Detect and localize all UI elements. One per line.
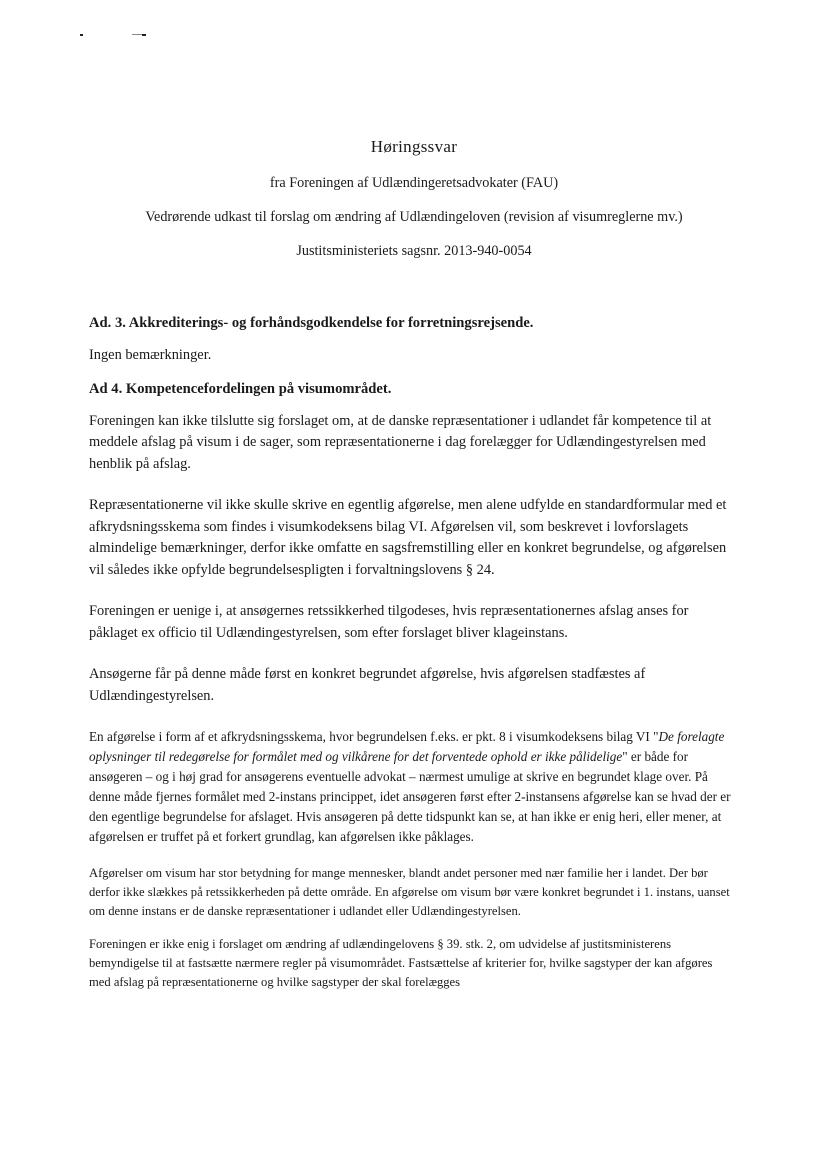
- paragraph: Foreningen er uenige i, at ansøgernes retssikkerhed tilgodeses, hvis repræsentationernes afslag anses for påklaget ex officio til Udlændingestyrelsen, som efter forslaget bliver klageinstans.: [89, 603, 689, 641]
- paragraph: Foreningen kan ikke tilslutte sig forslaget om, at de danske repræsentationer i udlandet får kompetence til at meddele afslag på visum i de sager, som repræsentationerne i dag forelægger for Udlændingestyrelsen med henblik på afslag.: [89, 412, 712, 472]
- paragraph-text: " er både for ansøgeren – og i høj grad for ansøgerens eventuelle advokat – nærmest umulige at skrive en begrundet klage over. På denne måde fjernes formålet med 2-instans princippet, idet ansøgeren først efter 2-instansens afgørelse kan se hvad der er den egentlige begrundelse for afslaget. Hvis ansøgeren på dette tidspunkt kan se, at han ikke er enig heri, eller mener, at afgørelsen er truffet på et forkert grundlag, kan afgørelsen ikke påklages.: [89, 749, 731, 844]
- document-sender: fra Foreningen af Udlændingeretsadvokater (FAU): [269, 175, 559, 191]
- document-title: Høringssvar: [370, 137, 458, 156]
- document-body: [89, 313, 734, 992]
- paragraph: Repræsentationerne vil ikke skulle skrive en egentlig afgørelse, men alene udfylde en standardformular med et afkrydsningsskema som findes i visumkodeksens bilag VI. Afgørelsen vil, som beskrevet i lovforslagets almindelige bemærkninger, derfor ikke omfatte en sagsfremstilling eller en konkret begrundelse, og afgørelsen vil således ikke opfylde begrundelsespligten i forvaltningslovens § 24.: [89, 497, 727, 578]
- paragraph: Ansøgerne får på denne måde først en konkret begrundet afgørelse, hvis afgørelsen stadfæstes af Udlændingestyrelsen.: [89, 666, 646, 704]
- scan-speck: [142, 34, 146, 36]
- section-heading-4: Ad 4. Kompetencefordelingen på visumområdet.: [89, 380, 392, 397]
- paragraph: Foreningen er ikke enig i forslaget om ændring af udlændingelovens § 39. stk. 2, om udvidelse af justitsministerens bemyndigelse til at fastsætte nærmere regler på visumområdet. Fastsættelse af kriterier for, hvilke sagstyper der kan afgøres med afslag på repræsentationerne og hvilke sagstyper der skal forelægges: [89, 937, 713, 989]
- quoted-criterion: De forelagte oplysninger til redegørelse for formålet med og vilkårene for det forventede ophold er ikke pålidelige: [89, 729, 725, 764]
- case-number: Justitsministeriets sagsnr. 2013-940-0054: [296, 243, 532, 259]
- section-heading-3: Ad. 3. Akkrediterings- og forhåndsgodkendelse for forretningsrejsende.: [89, 315, 534, 331]
- paragraph: Afgørelser om visum har stor betydning for mange mennesker, blandt andet personer med nær familie her i landet. Der bør derfor ikke slækkes på retssikkerheden på dette område. En afgørelse om visum bør være konkret begrundet i 1. instans, uanset om denne instans er de danske repræsentationer i udlandet eller Udlændingestyrelsen.: [89, 866, 730, 918]
- paragraph-text: En afgørelse i form af et afkrydsningsskema, hvor begrundelsen f.eks. er pkt. 8 i visumkodeksens bilag VI ": [89, 729, 659, 744]
- scan-speck: [132, 34, 142, 35]
- section-3-body: Ingen bemærkninger.: [89, 347, 212, 363]
- paragraph: [89, 727, 734, 847]
- scan-speck: [80, 34, 83, 36]
- document-subject: Vedrørende udkast til forslag om ændring af Udlændingeloven (revision af visumreglerne mv.): [145, 209, 683, 225]
